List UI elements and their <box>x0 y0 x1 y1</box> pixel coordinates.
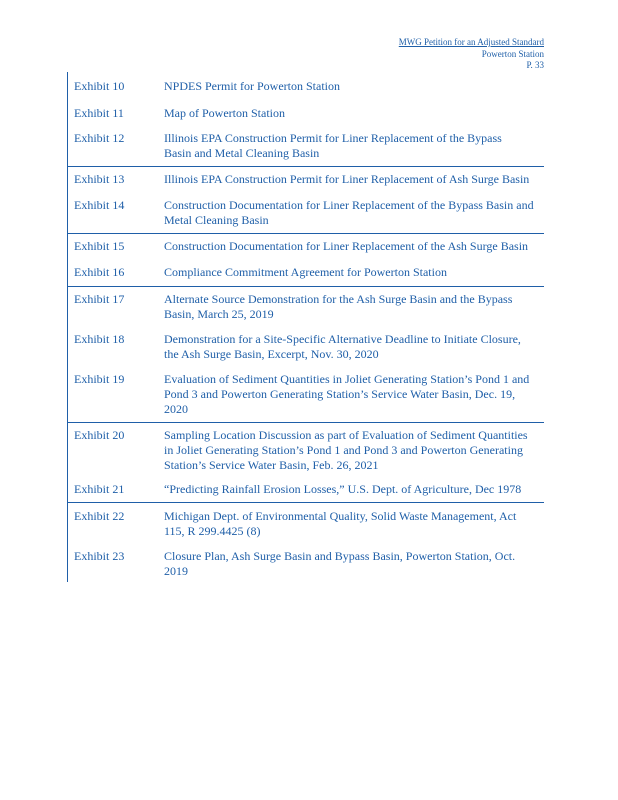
page-header <box>399 37 544 72</box>
exhibit-description: Construction Documentation for Liner Replacement of the Bypass Basin and Metal Cleaning Basin <box>164 198 534 227</box>
row-divider <box>68 233 544 234</box>
row-divider <box>68 422 544 423</box>
exhibit-description: Illinois EPA Construction Permit for Liner Replacement of the Bypass Basin and Metal Cleaning Basin <box>164 131 502 160</box>
exhibit-label: Exhibit 16 <box>74 265 125 279</box>
exhibit-label: Exhibit 19 <box>74 372 125 386</box>
exhibit-label: Exhibit 20 <box>74 428 125 442</box>
exhibit-description: NPDES Permit for Powerton Station <box>164 79 340 93</box>
exhibit-description: Construction Documentation for Liner Replacement of the Ash Surge Basin <box>164 239 529 253</box>
exhibit-description: “Predicting Rainfall Erosion Losses,” U.S. Dept. of Agriculture, Dec 1978 <box>164 482 522 496</box>
exhibit-label: Exhibit 23 <box>74 549 125 563</box>
exhibit-label: Exhibit 11 <box>74 106 124 120</box>
exhibit-label: Exhibit 12 <box>74 131 125 145</box>
exhibit-description: Sampling Location Discussion as part of Evaluation of Sediment Quantities in Joliet Generating Station’s Pond 1 and Pond 3 and Powerton Generating Station’s Service Water Basin, Feb. 26, 2021 <box>164 428 528 472</box>
exhibit-description: Map of Powerton Station <box>164 106 285 120</box>
row-divider <box>68 502 544 503</box>
exhibit-label: Exhibit 14 <box>74 198 125 212</box>
row-divider <box>68 286 544 287</box>
exhibit-description: Michigan Dept. of Environmental Quality, Solid Waste Management, Act 115, R 299.4425 (8) <box>164 509 517 538</box>
exhibit-description: Illinois EPA Construction Permit for Liner Replacement of Ash Surge Basin <box>164 172 530 186</box>
header-station-name: Powerton Station <box>481 48 544 59</box>
exhibit-label: Exhibit 10 <box>74 79 125 93</box>
exhibit-description: Evaluation of Sediment Quantities in Joliet Generating Station’s Pond 1 and Pond 3 and Powerton Generating Station’s Service Water Basin, Dec. 19, 2020 <box>164 372 530 416</box>
exhibit-label: Exhibit 21 <box>74 482 125 496</box>
header-petition-title: MWG Petition for an Adjusted Standard <box>398 37 544 47</box>
exhibit-label: Exhibit 18 <box>74 332 125 346</box>
exhibit-label: Exhibit 22 <box>74 509 125 523</box>
exhibit-label: Exhibit 17 <box>74 292 125 306</box>
exhibit-list <box>67 72 544 582</box>
exhibit-description: Compliance Commitment Agreement for Powerton Station <box>164 265 447 279</box>
exhibit-label: Exhibit 15 <box>74 239 125 253</box>
exhibit-label: Exhibit 13 <box>74 172 125 186</box>
exhibit-description: Demonstration for a Site-Specific Alternative Deadline to Initiate Closure, the Ash Surge Basin, Excerpt, Nov. 30, 2020 <box>164 332 521 361</box>
header-page-number: P. 33 <box>526 60 544 70</box>
exhibit-description: Alternate Source Demonstration for the Ash Surge Basin and the Bypass Basin, March 25, 2019 <box>164 292 513 321</box>
row-divider <box>68 166 544 167</box>
exhibit-description: Closure Plan, Ash Surge Basin and Bypass Basin, Powerton Station, Oct. 2019 <box>164 549 516 578</box>
